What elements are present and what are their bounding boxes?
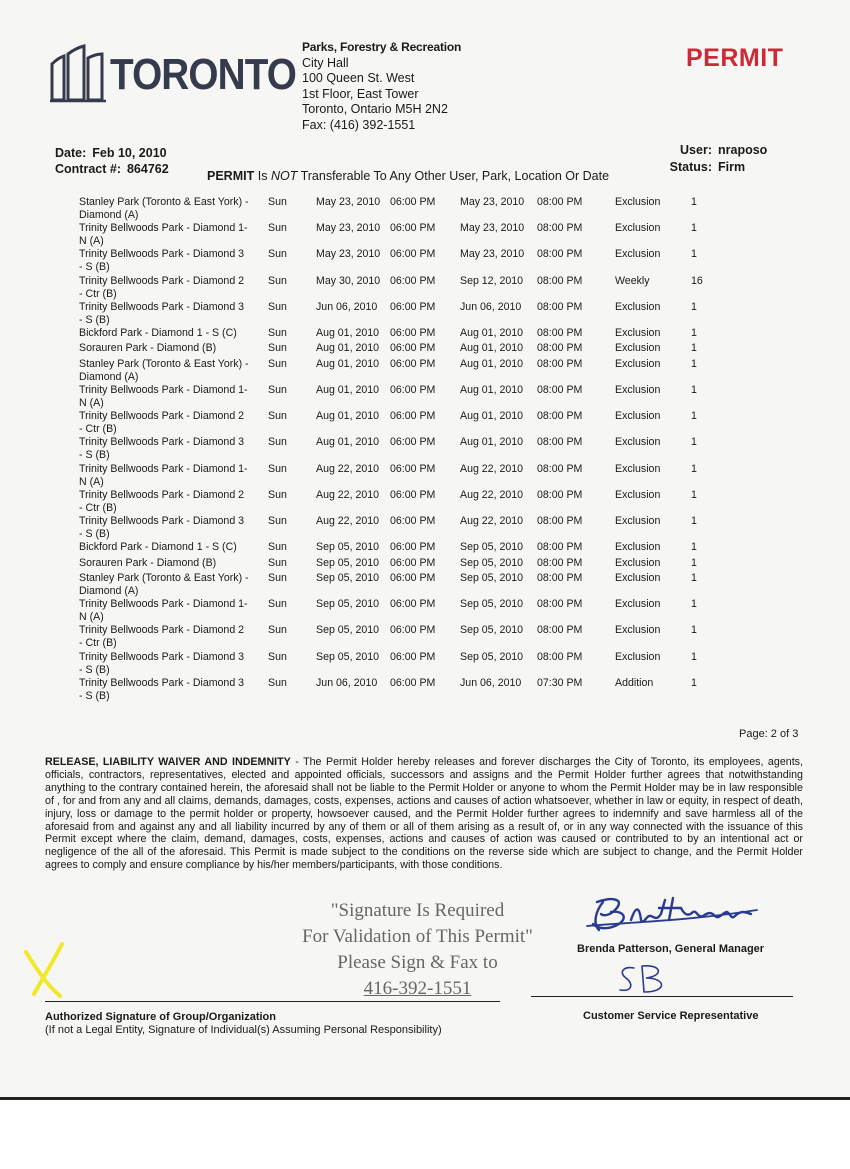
booking-location-line: Trinity Bellwoods Park - Diamond 3 [79,436,245,449]
booking-start-time: 06:00 PM [390,357,436,370]
booking-count: 1 [691,624,697,637]
authorized-signature-label [45,1011,442,1037]
booking-type: Exclusion [615,384,661,396]
booking-start-date: Aug 01, 2010 [316,410,380,423]
booking-day: Sun [268,357,287,370]
booking-start-time: 06:00 PM [390,410,436,423]
booking-location-line: - S (B) [79,689,110,702]
booking-end-time: 08:00 PM [537,650,583,663]
booking-start-date: Sep 05, 2010 [316,650,380,663]
booking-location-line: Stanley Park (Toronto & East York) - [79,572,249,584]
booking-location [79,541,259,554]
booking-count: 1 [691,410,697,423]
booking-end-date: Sep 05, 2010 [460,572,524,584]
toronto-logo [48,44,297,108]
booking-location-line: N (A) [79,397,104,409]
booking-start-time: 06:00 PM [390,196,436,208]
booking-day: Sun [268,488,287,501]
booking-location-line: Trinity Bellwoods Park - Diamond 2 [79,274,245,287]
booking-location-line: Bickford Park - Diamond 1 - S (C) [79,327,237,339]
signature-required-stamp [275,898,560,1002]
booking-location-line: N (A) [79,611,104,624]
booking-start-time: 06:00 PM [390,384,436,396]
address-line: City Hall [302,55,349,70]
booking-end-date: Aug 01, 2010 [460,436,524,449]
csr-signature-line [531,996,793,997]
booking-type: Addition [615,676,654,689]
scan-edge [0,1097,850,1100]
booking-end-date: Sep 05, 2010 [460,598,524,611]
booking-start-date: Aug 01, 2010 [316,327,380,339]
booking-day: Sun [268,327,287,339]
booking-start-time: 06:00 PM [390,222,436,235]
booking-end-date: Sep 05, 2010 [460,650,524,663]
booking-location-line: Trinity Bellwoods Park - Diamond 3 [79,300,245,313]
booking-end-time: 08:00 PM [537,196,583,208]
booking-type: Exclusion [615,222,661,235]
booking-day: Sun [268,196,287,208]
booking-location-line: Trinity Bellwoods Park - Diamond 1- [79,598,248,611]
city-hall-icon [48,44,108,104]
booking-day: Sun [268,436,287,449]
booking-start-date: Aug 22, 2010 [316,515,380,527]
booking-location [79,301,259,327]
booking-end-date: Jun 06, 2010 [460,676,522,689]
booking-start-date: May 30, 2010 [316,274,381,287]
booking-location-line: - S (B) [79,449,110,462]
booking-location [79,248,259,274]
booking-location [79,624,259,650]
department-name: Parks, Forestry & Recreation [302,40,462,54]
booking-day: Sun [268,676,287,689]
booking-day: Sun [268,598,287,611]
address-line: 100 Queen St. West [302,71,415,85]
booking-location-line: - Ctr (B) [79,423,117,436]
booking-location [79,598,259,624]
stamp-line: Please Sign & Fax to [337,952,498,973]
permit-meta-right [662,142,767,176]
booking-type: Exclusion [615,410,661,423]
booking-location-line: Trinity Bellwoods Park - Diamond 1- [79,462,248,475]
booking-end-time: 08:00 PM [537,384,583,396]
booking-type: Exclusion [615,572,661,584]
booking-location [79,384,259,410]
booking-end-date: Sep 05, 2010 [460,624,524,637]
booking-start-time: 06:00 PM [390,541,436,554]
auth-label-main: Authorized Signature of Group/Organization [45,1011,276,1023]
booking-location [79,677,259,703]
booking-end-date: Jun 06, 2010 [460,300,522,313]
booking-count: 1 [691,462,697,475]
auth-label-sub: (If not a Legal Entity, Signature of Individual(s) Assuming Personal Responsibility) [45,1024,442,1036]
booking-type: Exclusion [615,436,661,449]
booking-count: 1 [691,342,697,355]
stamp-fax-number: 416-392-1551 [363,978,472,999]
booking-type: Exclusion [615,624,661,637]
booking-day: Sun [268,384,287,396]
booking-count: 1 [691,572,697,584]
booking-day: Sun [268,248,287,261]
booking-location-line: N (A) [79,235,104,248]
booking-count: 1 [691,436,697,449]
booking-start-time: 06:00 PM [390,676,436,689]
booking-count: 1 [691,357,697,370]
authorized-signature-line [45,1001,500,1002]
booking-type: Exclusion [615,515,661,527]
booking-end-date: May 23, 2010 [460,196,525,208]
booking-location-line: Trinity Bellwoods Park - Diamond 2 [79,624,245,637]
booking-day: Sun [268,541,287,554]
booking-count: 1 [691,196,697,208]
booking-location [79,327,259,340]
booking-count: 1 [691,541,697,554]
booking-day: Sun [268,410,287,423]
booking-day: Sun [268,462,287,475]
booking-end-date: Aug 22, 2010 [460,515,524,527]
booking-end-time: 08:00 PM [537,624,583,637]
document-title: PERMIT [686,44,784,72]
booking-type: Weekly [615,274,650,287]
booking-end-time: 08:00 PM [537,342,583,355]
waiver-heading: RELEASE, LIABILITY WAIVER AND INDEMNITY [45,756,291,768]
booking-end-time: 08:00 PM [537,222,583,235]
booking-type: Exclusion [615,556,661,569]
booking-start-time: 06:00 PM [390,556,436,569]
date-value: Feb 10, 2010 [92,146,167,160]
booking-end-time: 08:00 PM [537,556,583,569]
booking-start-date: Aug 22, 2010 [316,462,380,475]
booking-type: Exclusion [615,598,661,611]
waiver-body: - The Permit Holder hereby releases and forever discharges the City of Toronto, its employees, agents, officials, contractors, representatives, elected and appointed officials, successors and assigns and the Permit Holder further agrees that notwithstanding anything to the contrary contained herein, the aforesaid shall not be liable to the Permit Holder or anyone to whom the Permit Holder may be in law responsible of , for and from any and all claims, demands, damages, costs, expenses, actions and causes of action whatsoever, whether in law or equity, in respect of death, injury, loss or damage to the permit holder or property, howsoever caused, and the Permit Holder further agrees to indemnify and save harmless all of the aforesaid from and against any and all liability incurred by any of them or all of them arising as a result of, or in any way connected with the issuance of this Permit except where the claim, demand, damages, costs, expenses, actions and causes of action was caused or contributed to by an intentional act or negligence of the all of the aforesaid. This Permit is made subject to the conditions on the reverse side which are subject to change, and the Permit Holder agrees to comply and ensure compliance by his/her members/participants, with those conditions. [45,756,803,872]
booking-day: Sun [268,342,287,355]
booking-end-time: 08:00 PM [537,248,583,261]
booking-start-time: 06:00 PM [390,327,436,339]
notice-rest: Transferable To Any Other User, Park, Location Or Date [300,169,610,183]
gm-name: Brenda Patterson, General Manager [577,943,765,955]
booking-end-date: Sep 05, 2010 [460,541,524,554]
transfer-notice [207,169,609,183]
contract-label: Contract #: [55,162,121,176]
booking-location [79,463,259,489]
department-address [302,40,461,133]
booking-day: Sun [268,222,287,235]
booking-location [79,515,259,541]
booking-end-time: 08:00 PM [537,357,583,370]
booking-location [79,410,259,436]
booking-start-date: Aug 01, 2010 [316,436,380,449]
booking-end-time: 08:00 PM [537,327,583,339]
booking-start-time: 06:00 PM [390,572,436,584]
booking-location [79,572,259,598]
booking-location-line: Diamond (A) [79,370,139,383]
booking-start-date: Aug 01, 2010 [316,342,380,355]
address-line: Fax: (416) 392-1551 [302,117,416,132]
booking-location-line: Bickford Park - Diamond 1 - S (C) [79,541,237,554]
booking-start-time: 06:00 PM [390,624,436,637]
booking-start-time: 06:00 PM [390,342,436,355]
booking-start-time: 06:00 PM [390,248,436,261]
booking-end-time: 08:00 PM [537,410,583,423]
booking-count: 1 [691,488,697,501]
booking-end-time: 08:00 PM [537,515,583,527]
user-label: User: [680,143,712,157]
booking-location-line: - S (B) [79,528,110,540]
booking-count: 1 [691,598,697,611]
booking-count: 1 [691,384,697,396]
booking-count: 1 [691,556,697,569]
booking-end-time: 08:00 PM [537,436,583,449]
booking-start-date: Sep 05, 2010 [316,556,380,569]
booking-type: Exclusion [615,300,661,313]
booking-start-time: 06:00 PM [390,515,436,527]
booking-end-date: Aug 22, 2010 [460,488,524,501]
booking-location-line: Trinity Bellwoods Park - Diamond 2 [79,410,245,423]
booking-end-date: Aug 22, 2010 [460,462,524,475]
booking-end-time: 08:00 PM [537,572,583,584]
booking-count: 1 [691,676,697,689]
booking-type: Exclusion [615,196,661,208]
booking-location-line: Sorauren Park - Diamond (B) [79,342,217,355]
booking-end-time: 08:00 PM [537,462,583,475]
booking-location-line: N (A) [79,475,104,488]
booking-end-time: 08:00 PM [537,541,583,554]
booking-location [79,489,259,515]
booking-start-time: 06:00 PM [390,598,436,611]
booking-location-line: - Ctr (B) [79,287,117,300]
booking-location-line: Diamond (A) [79,585,139,597]
booking-start-date: Sep 05, 2010 [316,541,380,554]
booking-end-time: 08:00 PM [537,274,583,287]
booking-end-time: 07:30 PM [537,676,583,689]
booking-location-line: Stanley Park (Toronto & East York) - [79,196,249,208]
booking-start-time: 06:00 PM [390,488,436,501]
status-label: Status: [669,160,712,174]
booking-end-date: Sep 05, 2010 [460,556,524,569]
booking-type: Exclusion [615,357,661,370]
booking-start-date: May 23, 2010 [316,222,381,235]
booking-location-line: Trinity Bellwoods Park - Diamond 1- [79,384,248,396]
booking-start-date: Sep 05, 2010 [316,598,380,611]
booking-location-line: - S (B) [79,313,110,326]
booking-end-time: 08:00 PM [537,488,583,501]
booking-location [79,557,259,570]
booking-location [79,275,259,301]
booking-location [79,222,259,248]
booking-end-date: Aug 01, 2010 [460,342,524,355]
booking-day: Sun [268,572,287,584]
booking-location-line: Sorauren Park - Diamond (B) [79,556,217,569]
booking-day: Sun [268,515,287,527]
booking-type: Exclusion [615,462,661,475]
booking-end-time: 08:00 PM [537,598,583,611]
booking-start-date: Aug 22, 2010 [316,488,380,501]
booking-location-line: Trinity Bellwoods Park - Diamond 3 [79,248,245,261]
booking-location-line: Stanley Park (Toronto & East York) - [79,357,249,370]
booking-day: Sun [268,624,287,637]
booking-count: 1 [691,248,697,261]
booking-count: 1 [691,222,697,235]
booking-location [79,342,259,355]
booking-day: Sun [268,650,287,663]
booking-end-date: Aug 01, 2010 [460,327,524,339]
booking-location-line: - S (B) [79,663,110,676]
booking-end-date: May 23, 2010 [460,222,525,235]
page-number: Page: 2 of 3 [739,728,799,740]
logo-wordmark: TORONTO [110,50,297,99]
booking-type: Exclusion [615,650,661,663]
booking-start-date: Aug 01, 2010 [316,357,380,370]
booking-day: Sun [268,300,287,313]
booking-location [79,358,259,384]
address-line: Toronto, Ontario M5H 2N2 [302,102,448,116]
booking-location-line: - Ctr (B) [79,637,117,650]
booking-start-date: Sep 05, 2010 [316,624,380,637]
booking-location-line: Trinity Bellwoods Park - Diamond 1- [79,222,248,235]
booking-start-time: 06:00 PM [390,462,436,475]
booking-start-date: Jun 06, 2010 [316,300,378,313]
booking-start-date: Sep 05, 2010 [316,572,380,584]
stamp-line: For Validation of This Permit" [302,926,533,947]
booking-location [79,436,259,462]
booking-location-line: - S (B) [79,261,110,274]
booking-type: Exclusion [615,541,661,554]
notice-is-word: Is [257,169,268,183]
booking-start-time: 06:00 PM [390,300,436,313]
address-line: 1st Floor, East Tower [302,86,419,101]
booking-location [79,651,259,677]
liability-waiver [45,756,803,872]
booking-end-date: May 23, 2010 [460,248,525,261]
stamp-line: "Signature Is Required [330,900,505,921]
booking-start-date: May 23, 2010 [316,196,381,208]
booking-location [79,196,259,222]
notice-permit-word: PERMIT [207,169,255,183]
booking-day: Sun [268,274,287,287]
permit-meta-left [55,145,169,177]
booking-location-line: Trinity Bellwoods Park - Diamond 3 [79,650,245,663]
booking-start-time: 06:00 PM [390,436,436,449]
booking-end-date: Aug 01, 2010 [460,357,524,370]
booking-count: 16 [691,274,703,287]
notice-not-word: NOT [270,169,298,183]
booking-location-line: Trinity Bellwoods Park - Diamond 3 [79,676,245,689]
booking-start-date: Aug 01, 2010 [316,384,380,396]
booking-location-line: - Ctr (B) [79,501,117,514]
booking-count: 1 [691,650,697,663]
user-value: nraposo [718,143,768,157]
booking-end-date: Aug 01, 2010 [460,410,524,423]
booking-count: 1 [691,515,697,527]
date-label: Date: [55,146,87,160]
booking-location-line: Trinity Bellwoods Park - Diamond 2 [79,488,245,501]
booking-start-time: 06:00 PM [390,650,436,663]
booking-start-date: May 23, 2010 [316,248,381,261]
booking-start-date: Jun 06, 2010 [316,676,378,689]
csr-label: Customer Service Representative [583,1010,759,1022]
booking-count: 1 [691,327,697,339]
booking-location-line: Diamond (A) [79,209,139,221]
booking-type: Exclusion [615,248,661,261]
booking-end-time: 08:00 PM [537,300,583,313]
booking-type: Exclusion [615,342,661,355]
booking-day: Sun [268,556,287,569]
status-value: Firm [718,160,746,174]
booking-type: Exclusion [615,488,661,501]
sign-here-x-mark [20,940,70,1005]
booking-location-line: Trinity Bellwoods Park - Diamond 3 [79,515,245,527]
gm-signature [585,890,765,945]
booking-start-time: 06:00 PM [390,274,436,287]
booking-type: Exclusion [615,327,661,339]
contract-value: 864762 [126,162,169,176]
booking-count: 1 [691,300,697,313]
booking-end-date: Aug 01, 2010 [460,384,524,396]
booking-end-date: Sep 12, 2010 [460,274,524,287]
